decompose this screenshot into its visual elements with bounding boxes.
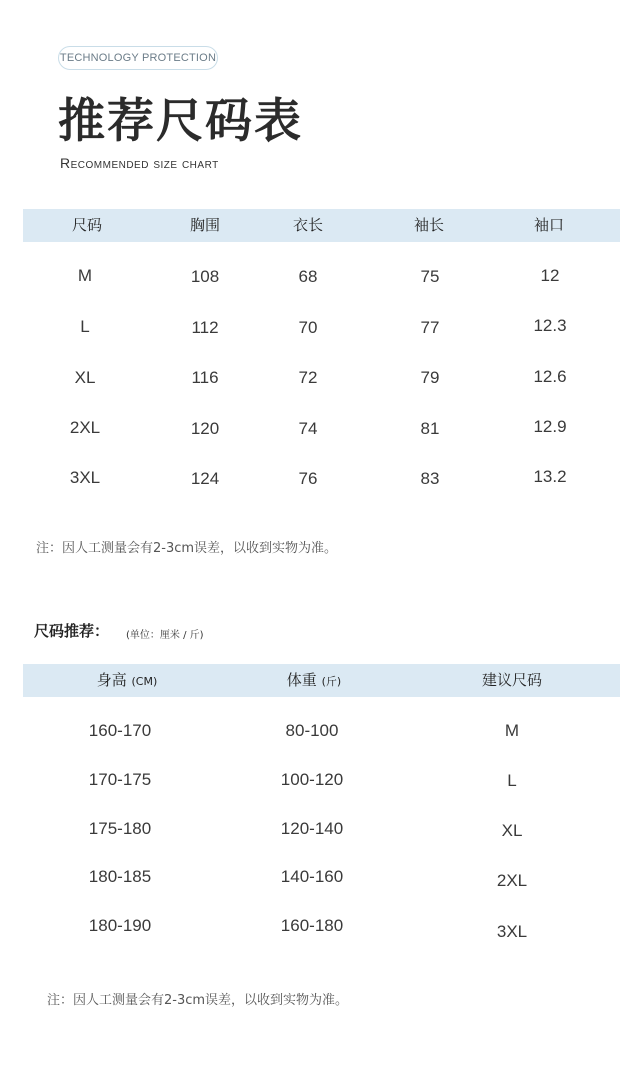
table-cell: 116 — [191, 368, 219, 387]
height-unit: (CM) — [131, 675, 158, 688]
weight-unit: (斤) — [321, 675, 342, 688]
sleeve-col-header: 袖长 — [413, 216, 445, 234]
table-cell: 2XL — [69, 418, 101, 437]
table-cell: M — [504, 721, 520, 740]
table-cell: 120-140 — [280, 819, 344, 838]
table-cell: 12.9 — [533, 417, 567, 436]
page-title: 推荐尺码表 — [58, 94, 303, 149]
table-cell: 13.2 — [533, 467, 567, 486]
recommend-table-header — [23, 664, 620, 697]
suggested-size-col-header: 建议尺码 — [481, 671, 543, 689]
recommend-title: 尺码推荐： — [34, 622, 110, 640]
recommend-table-note: 注：因人工测量会有2-3cm误差，以收到实物为准。 — [47, 993, 349, 1008]
table-cell: 72 — [298, 368, 318, 387]
size-table-header — [23, 209, 620, 242]
table-cell: 170-175 — [88, 770, 152, 789]
table-cell: 175-180 — [88, 819, 152, 838]
height-col-header — [97, 664, 158, 698]
table-cell: 160-180 — [280, 916, 344, 935]
table-cell: 77 — [420, 318, 440, 337]
table-cell: 79 — [420, 368, 440, 387]
table-cell: M — [77, 266, 93, 285]
size-col-header: 尺码 — [71, 216, 103, 234]
table-cell: 160-170 — [88, 721, 152, 740]
table-cell: 120 — [190, 419, 220, 438]
height-label: 身高 — [96, 671, 127, 689]
length-col-header: 衣长 — [292, 216, 324, 234]
table-cell: 100-120 — [280, 770, 344, 789]
table-cell: 12.6 — [533, 367, 567, 386]
chest-col-header: 胸围 — [189, 216, 221, 234]
page-subtitle: Recommended size chart — [60, 155, 219, 171]
technology-protection-badge: TECHNOLOGY PROTECTION — [58, 46, 218, 70]
table-cell: XL — [74, 368, 96, 387]
table-cell: L — [507, 771, 517, 790]
size-table-note: 注：因人工测量会有2-3cm误差，以收到实物为准。 — [36, 541, 338, 556]
recommend-unit: (单位：厘米 / 斤) — [126, 630, 204, 641]
cuff-col-header: 袖口 — [533, 216, 565, 234]
weight-label: 体重 — [286, 671, 317, 689]
table-cell: 112 — [191, 318, 219, 337]
weight-col-header — [287, 664, 341, 698]
table-cell: 180-185 — [88, 867, 152, 886]
table-cell: XL — [501, 821, 523, 840]
table-cell: 81 — [420, 419, 440, 438]
table-cell: 68 — [298, 267, 318, 286]
table-cell: 12 — [540, 266, 560, 285]
table-cell: 12.3 — [533, 316, 567, 335]
table-cell: L — [80, 317, 90, 336]
table-cell: 3XL — [496, 922, 528, 941]
table-cell: 70 — [298, 318, 318, 337]
table-cell: 3XL — [69, 468, 101, 487]
table-cell: 140-160 — [280, 867, 344, 886]
table-cell: 76 — [298, 469, 318, 488]
table-cell: 74 — [298, 419, 318, 438]
table-cell: 80-100 — [285, 721, 339, 740]
table-cell: 2XL — [496, 871, 528, 890]
table-cell: 124 — [190, 469, 220, 488]
table-cell: 83 — [420, 469, 440, 488]
table-cell: 75 — [420, 267, 440, 286]
table-cell: 108 — [190, 267, 220, 286]
table-cell: 180-190 — [88, 916, 152, 935]
